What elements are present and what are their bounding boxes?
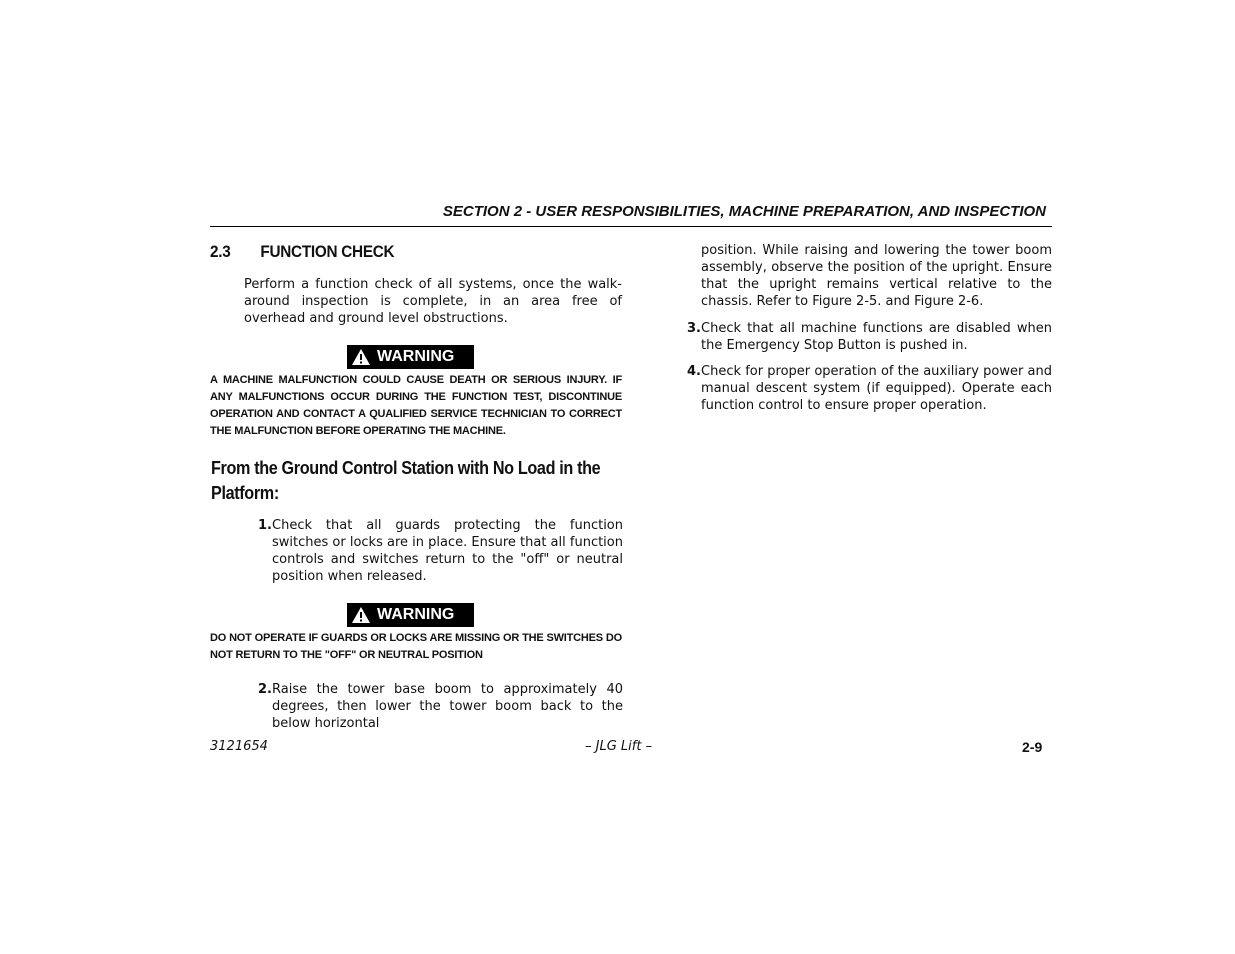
warning-text: A MACHINE MALFUNCTION COULD CAUSE DEATH OR SERIOUS INJURY. IF ANY MALFUNCTIONS OCCUR DURING THE FUNCTION TEST, DISCONTINUE OPERATION AND CONTACT A QUALIFIED SERVICE TECHNICIAN TO CORRECT THE MALFUNCTION BEFORE OPERATING THE MACHINE. [210,374,622,437]
step-text: Check for proper operation of the auxiliary power and manual descent system (if equipped). Operate each function control to ensure proper operation. [701,364,1052,413]
section-header: SECTION 2 - USER RESPONSIBILITIES, MACHINE PREPARATION, AND INSPECTION [442,203,1046,220]
step-item [677,320,1052,354]
step-item [248,517,623,585]
step-number: 4. [687,364,701,379]
section-title-text: FUNCTION CHECK [260,242,395,261]
subheading: From the Ground Control Station with No Load in the Platform: [211,458,601,503]
intro-paragraph: Perform a function check of all systems, once the walk-around inspection is complete, in an area free of overhead and ground level obstructions. [244,277,622,326]
step-item [677,363,1052,414]
step-continuation: position. While raising and lowering the tower boom assembly, observe the position of the upright. Ensure that the upright remains vertical relative to the chassis. Refer to Figure 2-5. and Figure 2-6. [701,243,1052,309]
warning-text: DO NOT OPERATE IF GUARDS OR LOCKS ARE MISSING OR THE SWITCHES DO NOT RETURN TO THE "OFF" OR NEUTRAL POSITION [210,632,622,661]
section-number: 2.3 [210,242,231,261]
step-number: 1. [258,518,272,533]
warning-badge [347,603,474,627]
doc-number: 3121654 [210,739,268,754]
step-number: 2. [258,682,272,697]
warning-label: WARNING [377,348,455,365]
section-title [210,242,394,262]
step-number: 3. [687,321,701,336]
warning-label: WARNING [377,606,455,623]
warning-triangle-icon [351,348,371,366]
step-text: Raise the tower base boom to approximately 40 degrees, then lower the tower boom back to the below horizontal [272,682,623,731]
page-number: 2-9 [1022,739,1043,755]
warning-badge [347,345,474,369]
step-text: Check that all machine functions are disabled when the Emergency Stop Button is pushed in. [701,321,1052,353]
header-divider [210,226,1052,227]
step-text: Check that all guards protecting the function switches or locks are in place. Ensure that all function controls and switches return to the "off" or neutral position when released. [272,518,623,584]
footer-brand: – JLG Lift – [585,739,653,754]
step-item [248,681,623,732]
warning-triangle-icon [351,606,371,624]
